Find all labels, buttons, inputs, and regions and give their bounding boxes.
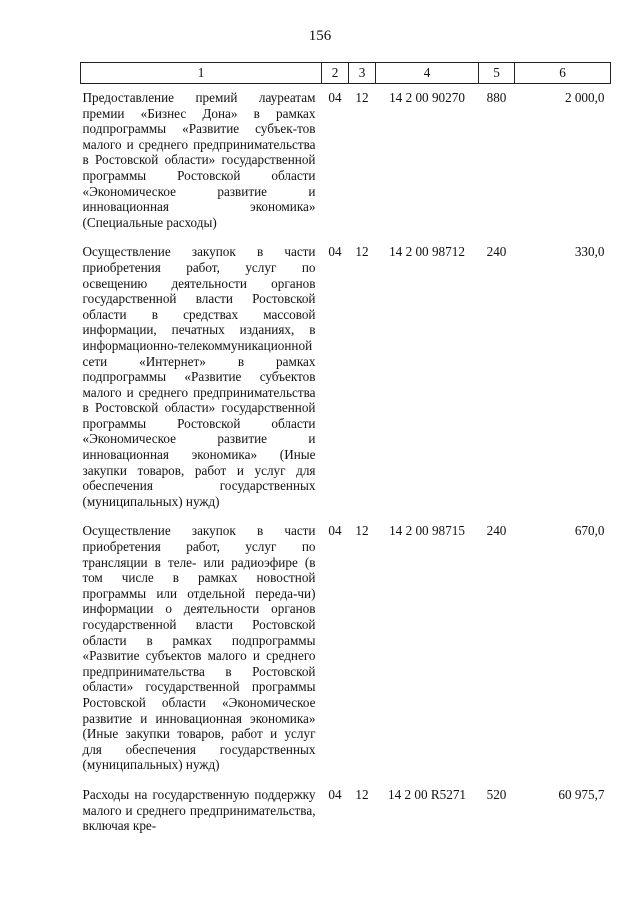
row-subsection: 12 — [355, 244, 369, 260]
budget-table — [80, 62, 611, 842]
row-amount: 2 000,0 — [564, 90, 605, 105]
header-col-3: 3 — [349, 63, 376, 84]
header-col-5: 5 — [479, 63, 515, 84]
row-amount: 60 975,7 — [558, 786, 605, 802]
row-expense-type: 880 — [486, 90, 507, 105]
row-subsection: 12 — [355, 90, 369, 105]
row-amount: 670,0 — [574, 523, 605, 539]
row-section: 04 — [328, 90, 342, 105]
row-expense-type: 240 — [486, 523, 507, 539]
row-expense-type: 520 — [486, 786, 507, 802]
header-col-1: 1 — [81, 63, 322, 84]
table-row — [81, 517, 611, 781]
header-col-2: 2 — [322, 63, 349, 84]
row-subsection: 12 — [355, 786, 369, 802]
table-row — [81, 781, 611, 842]
table-row — [81, 238, 611, 517]
row-description: Осуществление закупок в части приобретения работ, услуг по освещению деятельности органов государственной власти Ростовской области в средствах массовой информации, печатных изданиях, в информационно-телекоммуникационной сети «Интернет» в рамках подпрограммы «Развитие субъектов малого и среднего предпринимательства в Ростовской области» государственной программы Ростовской области «Экономическое развитие и инновационная экономика» (Иные закупки товаров, работ и услуг для обеспечения государственных (муниципальных) нужд) — [82, 244, 316, 509]
row-section: 04 — [328, 523, 342, 539]
row-description: Осуществление закупок в части приобретения работ, услуг по трансляции в теле- или радиоэфире (в том числе в рамках новостной программы или отдельной переда-чи) информации о деятельности органов государственной власти Ростовской области в рамках подпрограммы «Развитие субъектов малого и среднего предпринимательства в Ростовской области» государственной программы Ростовской области «Экономическое развитие и инновационная экономика» (Иные закупки товаров, работ и услуг для обеспечения государственных (муниципальных) нужд) — [82, 523, 316, 773]
row-target-code: 14 2 00 R5271 — [387, 786, 467, 802]
row-description: Предоставление премий лауреатам премии «Бизнес Дона» в рамках подпрограммы «Развитие субъек-тов малого и среднего предпринимательства в Ростовской области» государственной программы Ростовской области «Экономическое развитие и инновационная экономика» (Специальные расходы) — [82, 90, 316, 230]
row-description: Расходы на государственную поддержку малого и среднего предпринимательства, включая кре- — [82, 786, 316, 834]
row-target-code: 14 2 00 98712 — [389, 244, 465, 260]
header-col-4: 4 — [376, 63, 479, 84]
row-subsection: 12 — [355, 523, 369, 539]
row-amount: 330,0 — [574, 244, 605, 260]
row-target-code: 14 2 00 90270 — [389, 90, 465, 105]
row-expense-type: 240 — [486, 244, 507, 260]
row-target-code: 14 2 00 98715 — [389, 523, 465, 539]
header-col-6: 6 — [515, 63, 611, 84]
page-number: 156 — [308, 28, 332, 44]
table-header-row — [81, 63, 611, 84]
row-section: 04 — [328, 244, 342, 260]
row-section: 04 — [328, 786, 342, 802]
table-row — [81, 84, 611, 239]
